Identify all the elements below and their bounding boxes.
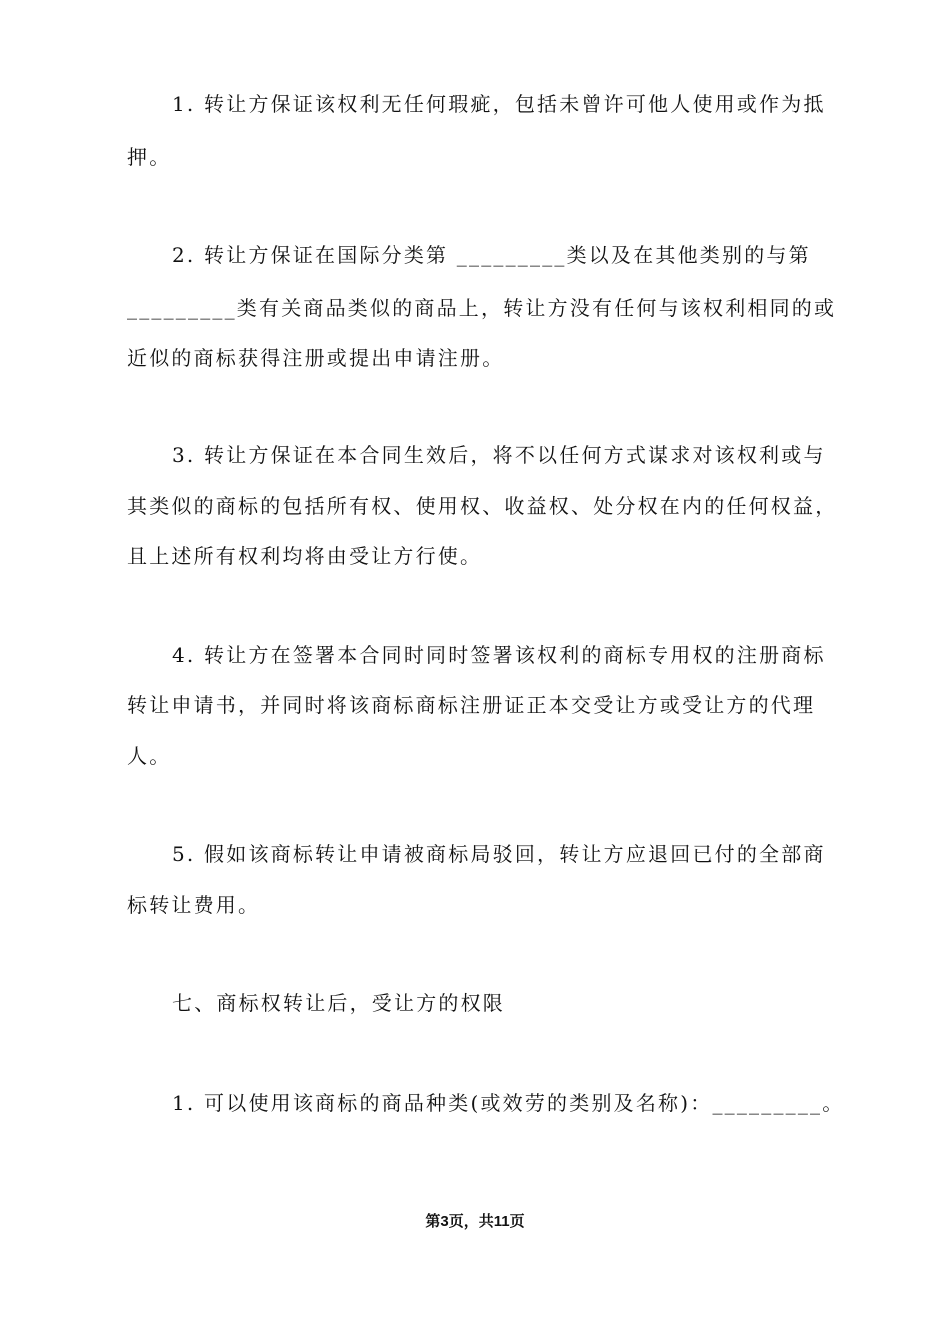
paragraph-3-line-2: 其类似的商标的包括所有权、使用权、收益权、处分权在内的任何权益， — [127, 494, 838, 518]
paragraph-4-line-1: 4. 转让方在签署本合同时同时签署该权利的商标专用权的注册商标 — [172, 643, 826, 667]
paragraph-4-line-2: 转让申请书，并同时将该商标商标注册证正本交受让方或受让方的代理 — [127, 693, 816, 717]
paragraph-2-line-2: _________类有关商品类似的商品上，转让方没有任何与该权利相同的或 — [127, 296, 837, 320]
paragraph-2-line-3: 近似的商标获得注册或提出申请注册。 — [127, 346, 505, 370]
paragraph-4-line-3: 人。 — [127, 744, 172, 768]
paragraph-5-line-2: 标转让费用。 — [127, 893, 261, 917]
paragraph-2-line-1: 2. 转让方保证在国际分类第 _________类以及在其他类别的与第 — [172, 243, 811, 267]
section-heading: 七、商标权转让后，受让方的权限 — [172, 991, 505, 1015]
paragraph-3-line-1: 3. 转让方保证在本合同生效后，将不以任何方式谋求对该权利或与 — [172, 443, 826, 467]
paragraph-1-line-2: 押。 — [127, 145, 172, 169]
page-number: 第3页，共11页 — [425, 1213, 525, 1230]
paragraph-6-line-1: 1. 可以使用该商标的商品种类(或效劳的类别及名称)：_________。 — [172, 1091, 845, 1115]
paragraph-5-line-1: 5. 假如该商标转让申请被商标局驳回，转让方应退回已付的全部商 — [172, 842, 826, 866]
paragraph-3-line-3: 且上述所有权利均将由受让方行使。 — [127, 544, 483, 568]
paragraph-1-line-1: 1. 转让方保证该权利无任何瑕疵，包括未曾许可他人使用或作为抵 — [172, 92, 826, 116]
